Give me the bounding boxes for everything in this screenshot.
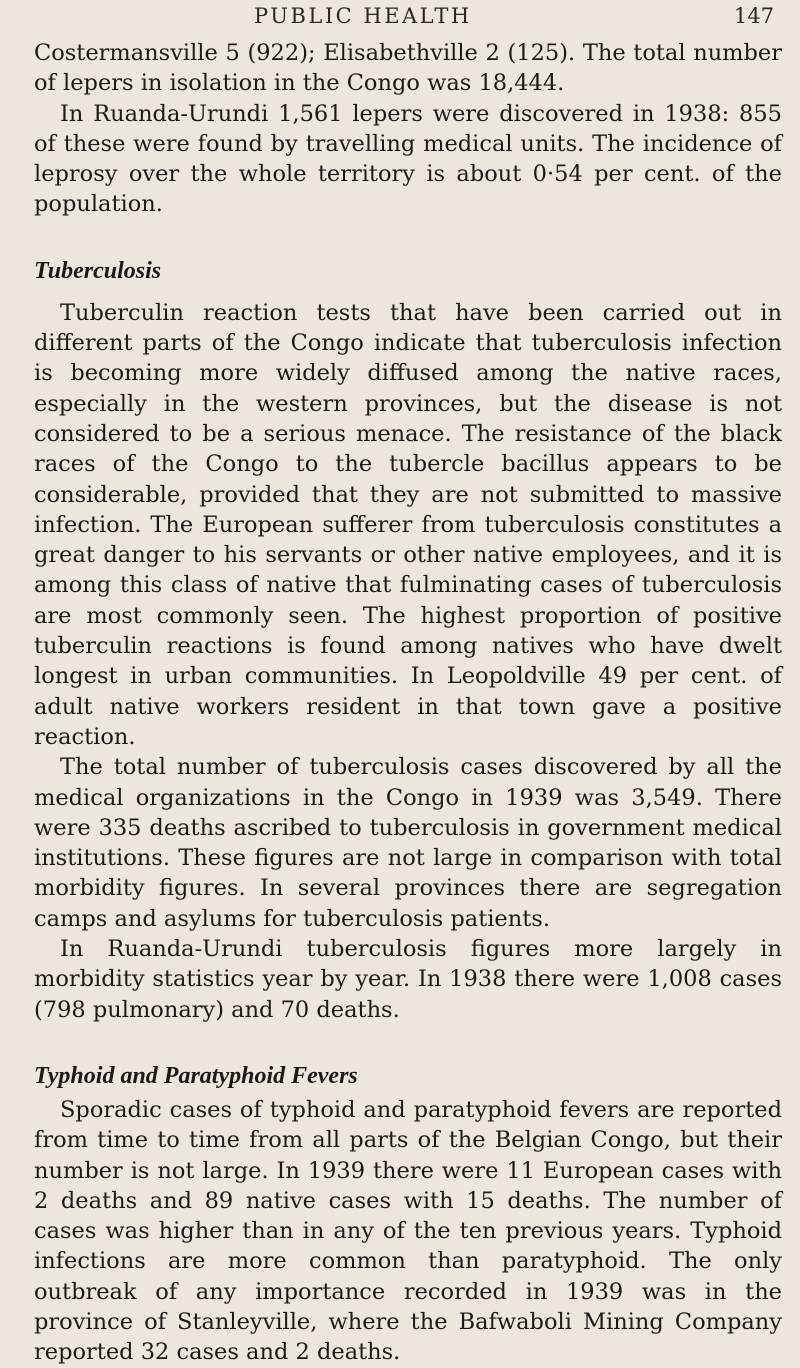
paragraph-ruanda-urundi-tuberculosis: In Ruanda-Urundi tuberculosis figures more largely in morbidity statistics year by year. In 1938 there were 1,008 cases (798 pulmonary) and 70 deaths. bbox=[34, 936, 782, 1023]
running-title: PUBLIC HEALTH bbox=[254, 4, 472, 28]
section-heading-typhoid: Typhoid and Paratyphoid Fevers bbox=[34, 1062, 358, 1089]
running-head bbox=[34, 0, 782, 38]
paragraph-tuberculin-tests: Tuberculin reaction tests that have been carried out in different parts of the Congo indicate that tuberculosis infection is becoming more widely diffused among the native races, especially in the western provinces, but the disease is not considered to be a serious menace. The resistance of the black races of the Congo to the tubercle bacillus appears to be considerable, provided that they are not submitted to massive infection. The European sufferer from tuberculosis constitutes a great danger to his servants or other native employees, and it is among this class of native that fulminating cases of tuberculosis are most commonly seen. The highest proportion of positive tuberculin reactions is found among natives who have dwelt longest in urban communities. In Leopoldville 49 per cent. of adult native workers resident in that town gave a positive reaction. bbox=[34, 299, 782, 750]
section-heading-tuberculosis: Tuberculosis bbox=[34, 257, 162, 284]
paragraph-ruanda-urundi-leprosy: In Ruanda-Urundi 1,561 lepers were discovered in 1938: 855 of these were found by travelling medical units. The incidence of leprosy over the whole territory is about 0·54 per cent. of the population. bbox=[34, 100, 782, 218]
paragraph-continuation: Costermansville 5 (922); Elisabethville 2 (125). The total number of lepers in isolation in the Congo was 18,444. bbox=[34, 40, 782, 97]
paragraph-typhoid-cases: Sporadic cases of typhoid and paratyphoid fevers are reported from time to time from all parts of the Belgian Congo, but their number is not large. In 1939 there were 11 European cases with 2 deaths and 89 native cases with 15 deaths. The number of cases was higher than in any of the ten previous years. Typhoid infections are more common than paratyphoid. The only outbreak of any importance recorded in 1939 was in the province of Stanleyville, where the Bafwaboli Mining Company reported 32 cases and 2 deaths. bbox=[34, 1096, 782, 1366]
paragraph-tuberculosis-totals: The total number of tuberculosis cases discovered by all the medical organizations in the Congo in 1939 was 3,549. There were 335 deaths ascribed to tuberculosis in government medical institutions. These figures are not large in comparison with total morbidity figures. In several provinces there are segregation camps and asylums for tuberculosis patients. bbox=[34, 754, 782, 932]
page-number: 147 bbox=[733, 4, 774, 28]
